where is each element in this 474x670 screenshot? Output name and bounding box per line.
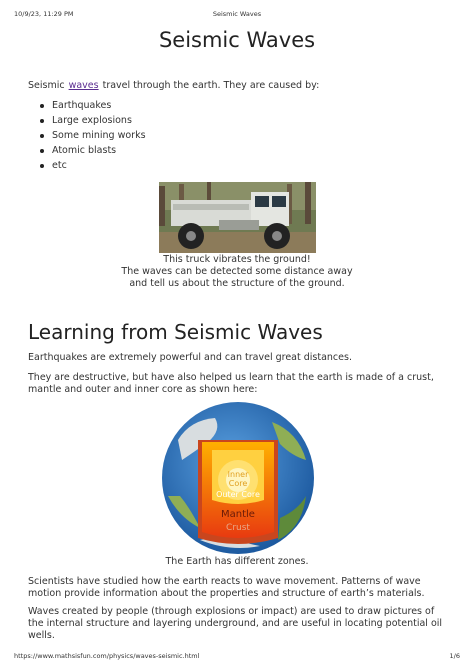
outer-core-label: Outer Core xyxy=(216,490,260,499)
intro-paragraph xyxy=(28,80,319,92)
earth-caption: The Earth has different zones. xyxy=(165,556,309,567)
paragraph: They are destructive, but have also helped us learn that the earth is made of a crust, mantle and outer and inner core as shown here: xyxy=(28,372,434,395)
vibroseis-truck-image xyxy=(159,182,316,253)
causes-list xyxy=(40,98,146,173)
waves-link[interactable]: waves xyxy=(68,80,99,91)
mantle-label: Mantle xyxy=(221,509,255,520)
page-title: Seismic Waves xyxy=(158,28,316,52)
earth-layers-diagram xyxy=(160,400,316,556)
print-doc-title: Seismic Waves xyxy=(212,10,262,18)
list-item: Large explosions xyxy=(40,113,146,128)
truck-caption xyxy=(0,254,474,290)
list-item: Some mining works xyxy=(40,128,146,143)
truck-caption-line: and tell us about the structure of the ground. xyxy=(129,278,345,289)
paragraph: Earthquakes are extremely powerful and can travel great distances. xyxy=(28,352,352,363)
list-item: Atomic blasts xyxy=(40,143,146,158)
crust-label: Crust xyxy=(226,523,250,533)
intro-text-after: travel through the earth. They are caused by: xyxy=(102,80,320,91)
intro-text-before: Seismic xyxy=(28,80,65,91)
paragraph: Scientists have studied how the earth reacts to wave movement. Patterns of wave motion provide information about the properties and structure of earth’s materials. xyxy=(28,576,425,599)
section-heading: Learning from Seismic Waves xyxy=(28,320,323,344)
print-datetime: 10/9/23, 11:29 PM xyxy=(14,10,74,18)
list-item: Earthquakes xyxy=(40,98,146,113)
inner-core-label: Inner xyxy=(227,470,249,479)
truck-caption-line: This truck vibrates the ground! xyxy=(163,254,311,265)
core-label: Core xyxy=(228,479,248,488)
print-url: https://www.mathsisfun.com/physics/waves-seismic.html xyxy=(14,652,200,660)
paragraph: Waves created by people (through explosions or impact) are used to draw pictures of the internal structure and layering underground, and are useful in locating potential oil wells. xyxy=(28,606,443,641)
truck-caption-line: The waves can be detected some distance away xyxy=(121,266,353,277)
page-number: 1/6 xyxy=(449,652,460,660)
list-item: etc xyxy=(40,158,146,173)
